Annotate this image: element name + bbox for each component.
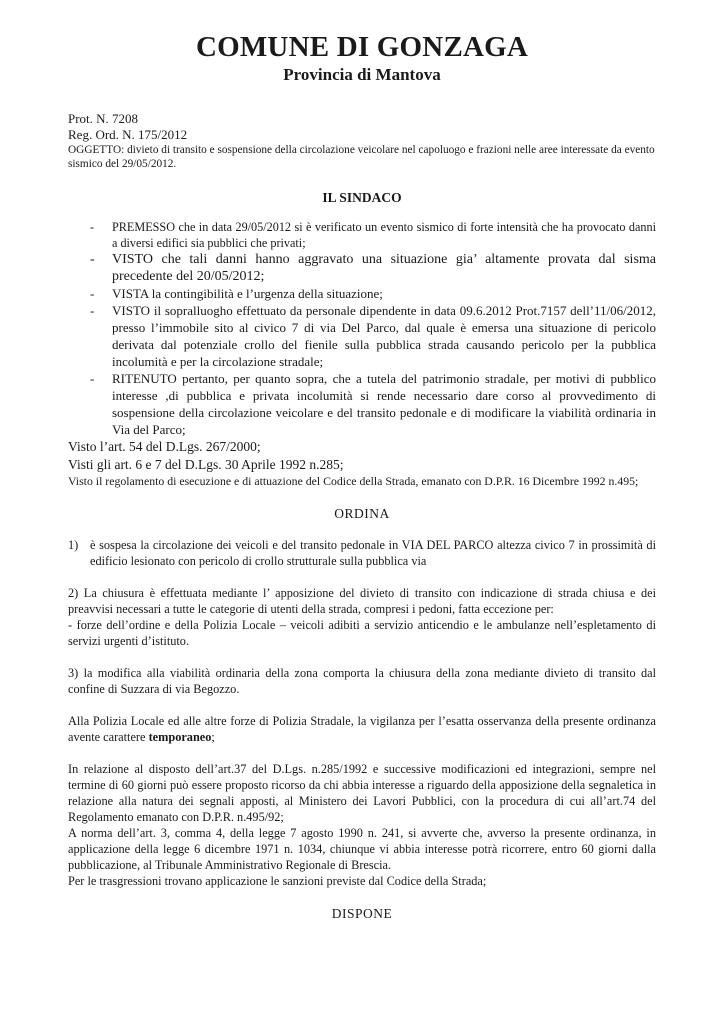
list-dash: - — [90, 252, 95, 267]
ricorso-paragraph-1: In relazione al disposto dell’art.37 del D.Lgs. n.285/1992 e successive modificazioni ed integrazioni, sempre nel termine di 60 giorni può essere proposto ricorso da chi abbia interesse a riguardo della apposizione della segnaletica in relazione alla natura dei segnali apposti, al Ministero dei Lavori Pubblici, con la procedura di cui all’art.74 del Regolamento emanato con D.P.R. n.495/92; — [68, 762, 656, 824]
list-dash: - — [90, 303, 95, 318]
visto-art6-7: Visti gli art. 6 e 7 del D.Lgs. 30 Aprile 1992 n.285; — [68, 457, 344, 472]
ricorso-paragraph-2: A norma dell’art. 3, comma 4, della legge 7 agosto 1990 n. 241, si avverte che, avverso la presente ordinanza, in applicazione della legge 6 dicembre 1971 n. 1034, chiunque vi abbia interesse potrà ricorrere, entro 60 giorni dalla pubblicazione, al Tribunale Amministrativo Regionale di Brescia. — [68, 826, 656, 872]
list-item-text: VISTO il sopralluogho effettuato da personale dipendente in data 09.6.2012 Prot.7157 dell’11/06/2012, presso l’immobile sito al civico 7 di via Del Parco, dal quale è emersa una situazione di pericolo derivata dal potenziale crollo del fienile sulla pubblica strada causando pericolo per la pubblica incolumità e per la circolazione stradale; — [112, 303, 656, 369]
list-item-text: PREMESSO che in data 29/05/2012 si è verificato un evento sismico di forte intensità che ha provocato danni a diversi edifici sia pubblici che privati; — [112, 220, 656, 250]
visto-regolamento: Visto il regolamento di esecuzione e di attuazione del Codice della Strada, emanato con D.P.R. 16 Dicembre 1992 n.495; — [68, 474, 639, 488]
vigilanza-paragraph — [68, 713, 656, 745]
ordina-item-text: è sospesa la circolazione dei veicoli e del transito pedonale in VIA DEL PARCO altezza civico 7 in prossimità di edificio lesionato con pericolo di crollo strutturale sulla pubblica via — [90, 538, 656, 568]
document-page — [68, 30, 656, 935]
page-title: COMUNE DI GONZAGA — [195, 31, 529, 63]
list-dash: - — [90, 220, 95, 234]
ordina-item-2-exception: - forze dell’ordine e della Polizia Locale – veicoli adibiti a servizio anticendio e le ambulanze nell’espletamento di servizi urgenti d’istituto. — [68, 618, 656, 648]
list-item — [68, 302, 656, 370]
ordina-item-1 — [68, 537, 656, 569]
ordina-item-3: 3) la modifica alla viabilità ordinaria della zona comporta la chiusura della zona mediante divieto di transito dal confine di Suzzara di via Begozzo. — [68, 666, 656, 696]
sanzioni-paragraph: Per le trasgressioni trovano applicazione le sanzioni previste dal Codice della Strada; — [68, 874, 487, 888]
list-item — [68, 251, 656, 285]
register-number: Reg. Ord. N. 175/2012 — [68, 127, 188, 142]
sindaco-heading: IL SINDACO — [322, 190, 402, 205]
list-dash: - — [90, 286, 95, 301]
page-subtitle: Provincia di Mantova — [283, 65, 441, 84]
ordina-item-2: 2) La chiusura è effettuata mediante l’ apposizione del divieto di transito con indicazione di strada chiusa e dei preavvisi necessari a tutte le categorie di utenti della strada, compresi i pedoni, fatta eccezione per: — [68, 586, 656, 616]
vigilanza-bold: temporaneo — [148, 730, 212, 744]
ordina-heading: ORDINA — [334, 506, 390, 521]
list-item-text: VISTA la contingibilità e l’urgenza della situazione; — [112, 286, 383, 301]
vigilanza-end: ; — [211, 730, 215, 744]
list-item — [68, 219, 656, 251]
vigilanza-text: Alla Polizia Locale ed alle altre forze di Polizia Stradale, la vigilanza per l’esatta osservanza della presente ordinanza avente carattere — [68, 714, 656, 744]
dispone-heading: DISPONE — [331, 906, 393, 921]
list-dash: - — [90, 371, 95, 386]
list-item-text: RITENUTO pertanto, per quanto sopra, che a tutela del patrimonio stradale, per motivi di pubblico interesse ,di pubblica e privata incolumità si rende necessario dare corso al provvedimento di sospensione della circolazione veicolare e del transito pedonale e di modificare la viabilità ordinaria in Via del Parco; — [112, 371, 656, 437]
list-item — [68, 285, 656, 302]
ordina-item-number: 1) — [68, 538, 79, 552]
protocol-number: Prot. N. 7208 — [68, 111, 139, 126]
list-item-text: VISTO che tali danni hanno aggravato una situazione gia’ altamente provata dal sisma precedente del 20/05/2012; — [112, 252, 656, 284]
list-item — [68, 370, 656, 438]
premises-list — [68, 219, 656, 438]
visto-art54: Visto l’art. 54 del D.Lgs. 267/2000; — [68, 439, 261, 454]
subject-line: OGGETTO: divieto di transito e sospensione della circolazione veicolare nel capoluogo e frazioni nelle aree interessate da evento sismico del 29/05/2012. — [68, 144, 655, 170]
